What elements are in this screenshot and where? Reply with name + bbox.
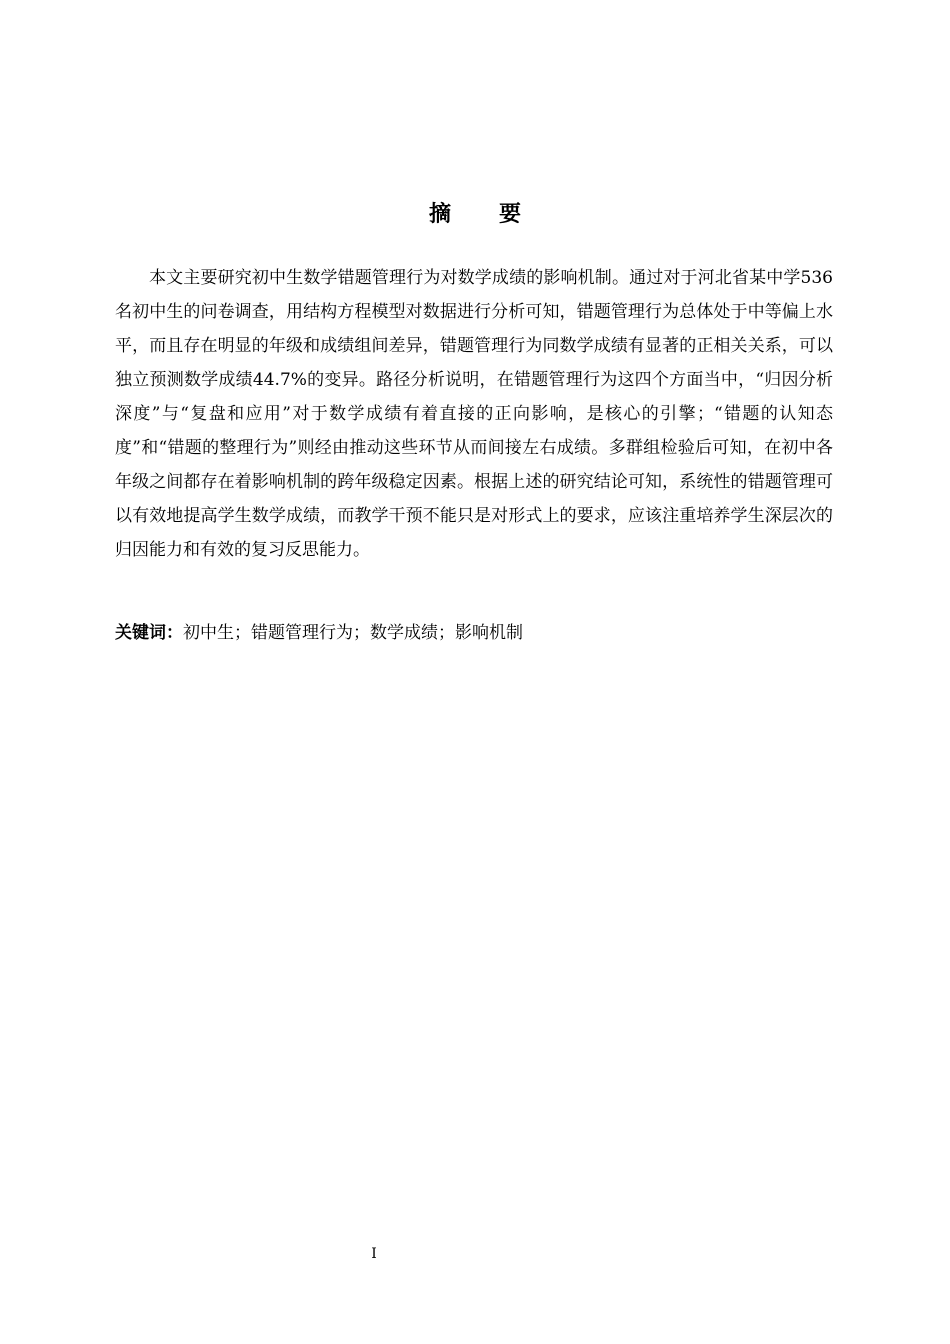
title-char-1: 摘 xyxy=(428,202,451,227)
keywords-line xyxy=(115,616,833,650)
abstract-body: 本文主要研究初中生数学错题管理行为对数学成绩的影响机制。通过对于河北省某中学536名初中生的问卷调查，用结构方程模型对数据进行分析可知，错题管理行为总体处于中等偏上水平，而且存在明显的年级和成绩组间差异，错题管理行为同数学成绩有显著的正相关关系，可以独立预测数学成绩44.7%的变异。路径分析说明，在错题管理行为这四个方面当中，“归因分析深度”与“复盘和应用”对于数学成绩有着直接的正向影响，是核心的引擎；“错题的认知态度”和“错题的整理行为”则经由推动这些环节从而间接左右成绩。多群组检验后可知，在初中各年级之间都存在着影响机制的跨年级稳定因素。根据上述的研究结论可知，系统性的错题管理可以有效地提高学生数学成绩，而教学干预不能只是对形式上的要求，应该注重培养学生深层次的归因能力和有效的复习反思能力。 xyxy=(115,268,833,560)
title-char-2: 要 xyxy=(499,202,522,227)
page-number: I xyxy=(371,1246,377,1262)
abstract-title xyxy=(0,198,950,232)
keywords-text: 初中生；错题管理行为；数学成绩；影响机制 xyxy=(183,623,523,643)
keywords-label: 关键词： xyxy=(115,623,183,643)
